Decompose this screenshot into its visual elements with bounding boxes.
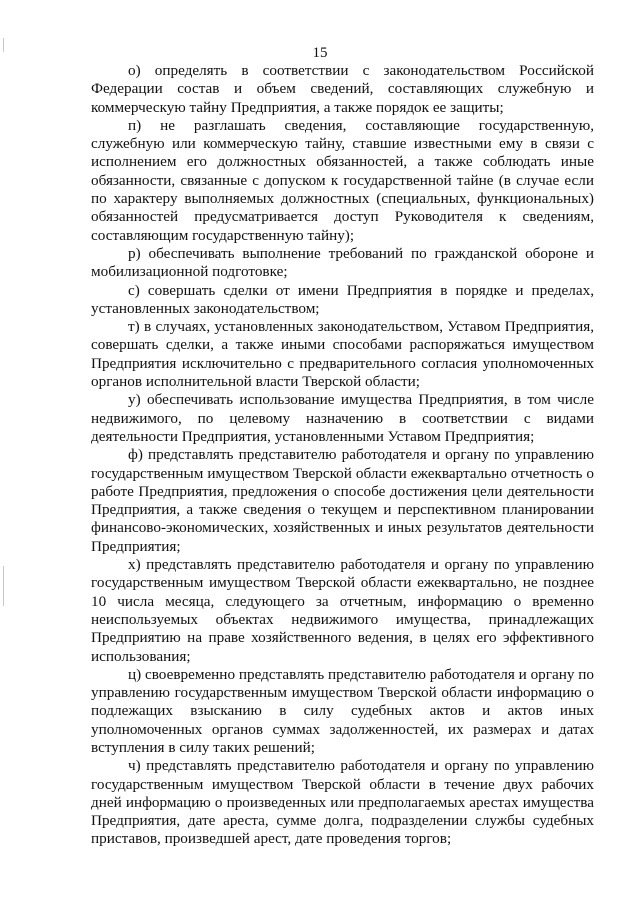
paragraph-ch: ч) представлять представителю работодателя и органу по управлению государственным имуществом Тверской области в течение двух рабочих дней информацию о произведенных или предполагаемых арестах имущества Предприятия, дате ареста, сумме долга, подразделении службы судебных приставов, произведшей арест, дате проведения торгов; bbox=[91, 757, 594, 848]
paragraph-r: р) обеспечивать выполнение требований по гражданской обороне и мобилизационной подготовке; bbox=[91, 244, 594, 281]
paragraph-p: п) не разглашать сведения, составляющие государственную, служебную или коммерческую тайну, ставшие известными ему в связи с исполнением его должностных обязанностей, а также соблюдать иные обязанности, связанные с допуском к государственной тайне (в случае если по характеру выполняемых должностных (специальных, функциональных) обязанностей предусматривается доступ Руководителя к сведениям, составляющим государственную тайну); bbox=[91, 116, 594, 244]
paragraph-u: у) обеспечивать использование имущества Предприятия, в том числе недвижимого, по целевому назначению в соответствии с видами деятельности Предприятия, установленными Уставом Предприятия; bbox=[91, 391, 594, 445]
paragraph-t: т) в случаях, установленных законодательством, Уставом Предприятия, совершать сделки, а также иными способами распоряжаться имуществом Предприятия исключительно с предварительного согласия уполномоченных органов исполнительной власти Тверской области; bbox=[91, 318, 594, 391]
document-body bbox=[91, 62, 594, 849]
page-number: 15 bbox=[312, 45, 328, 61]
paragraph-s: с) совершать сделки от имени Предприятия в порядке и пределах, установленных законодательством; bbox=[91, 281, 594, 317]
scan-edge-mark bbox=[3, 566, 4, 606]
paragraph-kh: х) представлять представителю работодателя и органу по управлению государственным имуществом Тверской области ежеквартально, не позднее 10 числа месяца, следующего за отчетным, информацию о временно неиспользуемых объектах недвижимого имущества, принадлежащих Предприятию на праве хозяйственного ведения, в целях его эффективного использования; bbox=[91, 556, 594, 665]
paragraph-f: ф) представлять представителю работодателя и органу по управлению государственным имуществом Тверской области ежеквартально отчетность о работе Предприятия, предложения о способе достижения цели деятельности Предприятия, а также сведения о текущем и перспективном планировании финансово-экономических, хозяйственных и иных результатов деятельности Предприятия; bbox=[91, 446, 594, 555]
paragraph-o: о) определять в соответствии с законодательством Российской Федерации состав и объем сведений, составляющих служебную и коммерческую тайну Предприятия, а также порядок ее защиты; bbox=[91, 62, 594, 116]
paragraph-ts: ц) своевременно представлять представителю работодателя и органу по управлению государственным имуществом Тверской области информацию о подлежащих взысканию в силу судебных актов и актов иных уполномоченных органов суммах задолженностей, их размерах и датах вступления в силу таких решений; bbox=[91, 665, 594, 756]
